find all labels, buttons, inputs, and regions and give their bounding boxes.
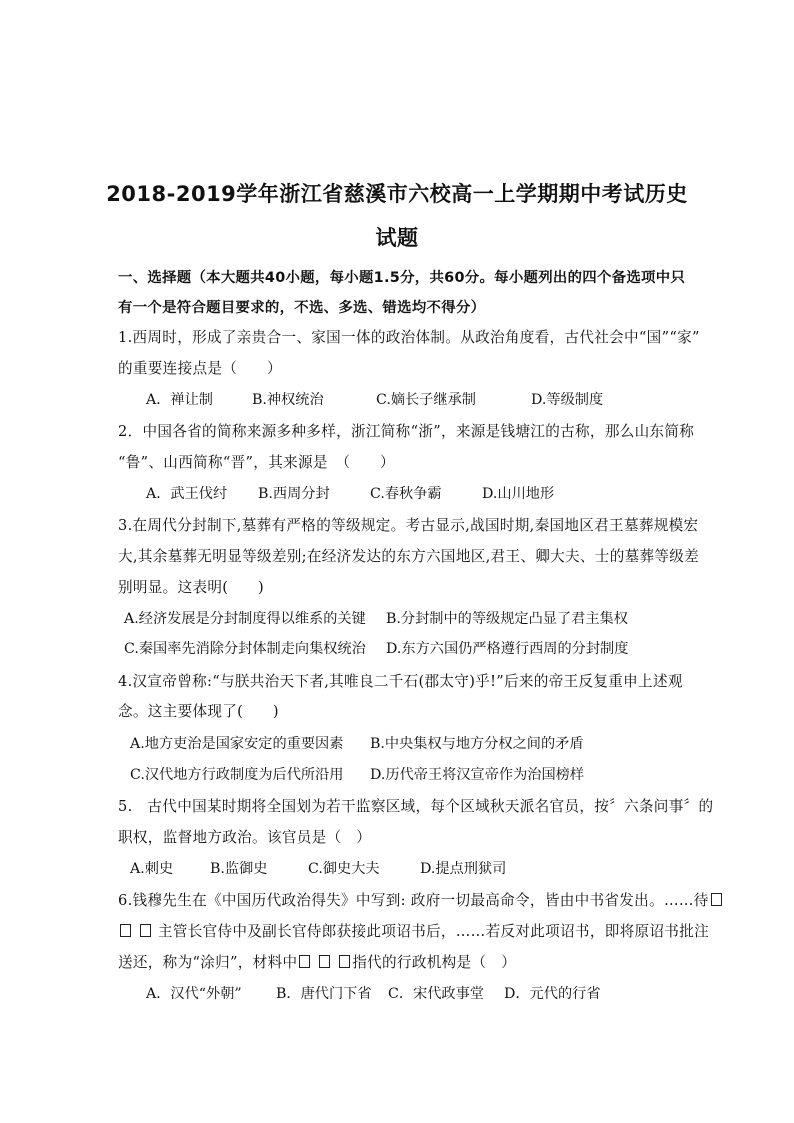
question-6-option-b: B．唐代门下省 [276,986,372,1002]
question-3-option-b: B.分封制中的等级规定凸显了君主集权 [386,611,628,627]
blank-box-icon [339,955,350,968]
question-1-option-c: C.嫡长子继承制 [376,392,476,408]
question-3-stem-line2: 大,其余墓葬无明显等级差别;在经济发达的东方六国地区,君王、卿大夫、士的墓葬等级差 [118,548,700,565]
question-2-stem-line2: “鲁”、山西简称“晋”，其来源是 （ ） [118,454,395,471]
question-6-option-a: A．汉代“外朝” [146,986,242,1002]
question-3-stem-line3: 别明显。这表明( ) [118,579,265,596]
question-4-stem-line1: 4.汉宣帝曾称:“与朕共治天下者,其唯良二千石(郡太守)乎!”后来的帝王反复重申上述观 [118,673,683,690]
blank-box-icon [299,955,310,968]
question-6-text-c: 送还，称为“涂归”，材料中 [118,954,298,971]
question-4-option-c: C.汉代地方行政制度为后代所沿用 [130,767,344,783]
question-6-text-b: 主管长官侍中及副长官侍郎获接此项诏书后，……若反对此项诏书，即将原诏书批注 [157,923,709,940]
question-3-stem-line1: 3.在周代分封制下,墓葬有严格的等级规定。考古显示,战国时期,秦国地区君王墓葬规模宏 [118,517,699,534]
question-4-option-b: B.中央集权与地方分权之间的矛盾 [370,736,584,752]
question-5-option-b: B.监御史 [210,861,268,877]
question-6-text-a: 6.钱穆先生在《中国历代政治得失》中写到: 政府一切最高命令，皆由中书省发出。……待 [118,892,709,909]
section-heading-line1: 一、选择题（本大题共40小题，每小题1.5分，共60分。每小题列出的四个备选项中只 [118,270,686,286]
section-heading-line2: 有一个是符合题目要求的，不选、多选、错选均不得分） [118,300,486,316]
blank-box-icon [711,893,722,906]
question-5-option-a: A.刺史 [130,861,174,877]
question-4-option-a: A.地方吏治是国家安定的重要因素 [130,736,344,752]
question-6-text-d: 指代的行政机构是（ ） [352,954,517,971]
question-1-option-d: D.等级制度 [531,392,604,408]
question-2-option-c: C.春秋争霸 [370,486,442,502]
exam-title-line2: 试题 [375,226,419,250]
question-2-stem-line1: 2．中国各省的简称来源多种多样，浙江简称“浙”，来源是钱塘江的古称，那么山东简称 [118,423,695,440]
question-6-stem-line1 [118,889,724,910]
question-4-option-d: D.历代帝王将汉宣帝作为治国榜样 [370,767,585,783]
question-5-stem-line2: 职权，监督地方政治。该官员是（ ） [118,829,372,846]
question-5-option-c: C.御史大夫 [308,861,380,877]
question-5-option-d: D.提点刑狱司 [420,861,507,877]
blank-box-icon [120,924,131,937]
question-4-stem-line2: 念。这主要体现了( ) [118,703,279,720]
question-1-stem-line2: 的重要连接点是（ ） [118,360,282,377]
question-1-stem-line1: 1.西周时，形成了亲贵合一、家国一体的政治体制。从政治角度看，古代社会中“国”“家” [118,329,700,346]
question-3-option-a: A.经济发展是分封制度得以维系的关键 [124,611,366,627]
question-3-option-c: C.秦国率先消除分封体制走向集权统治 [124,641,366,657]
question-5-stem-line1: 5. 古代中国某时期将全国划为若干监察区域，每个区域秋天派名官员，按〞六条问事〞的 [118,798,714,815]
question-2-option-a: A．武王伐纣 [146,486,228,502]
question-2-option-d: D.山川地形 [482,486,555,502]
blank-box-icon [140,924,151,937]
exam-title-line1: 2018-2019学年浙江省慈溪市六校高一上学期期中考试历史 [106,182,688,206]
question-6-option-c: C．宋代政事堂 [388,986,484,1002]
question-6-option-d: D．元代的行省 [504,986,601,1002]
question-6-stem-line3 [118,951,516,972]
question-1-option-b: B.神权统治 [252,392,324,408]
question-3-option-d: D.东方六国仍严格遵行西周的分封制度 [386,641,629,657]
blank-box-icon [319,955,330,968]
question-1-option-a: A．禅让制 [146,392,213,408]
question-6-stem-line2 [118,920,709,941]
question-2-option-b: B.西周分封 [258,486,330,502]
